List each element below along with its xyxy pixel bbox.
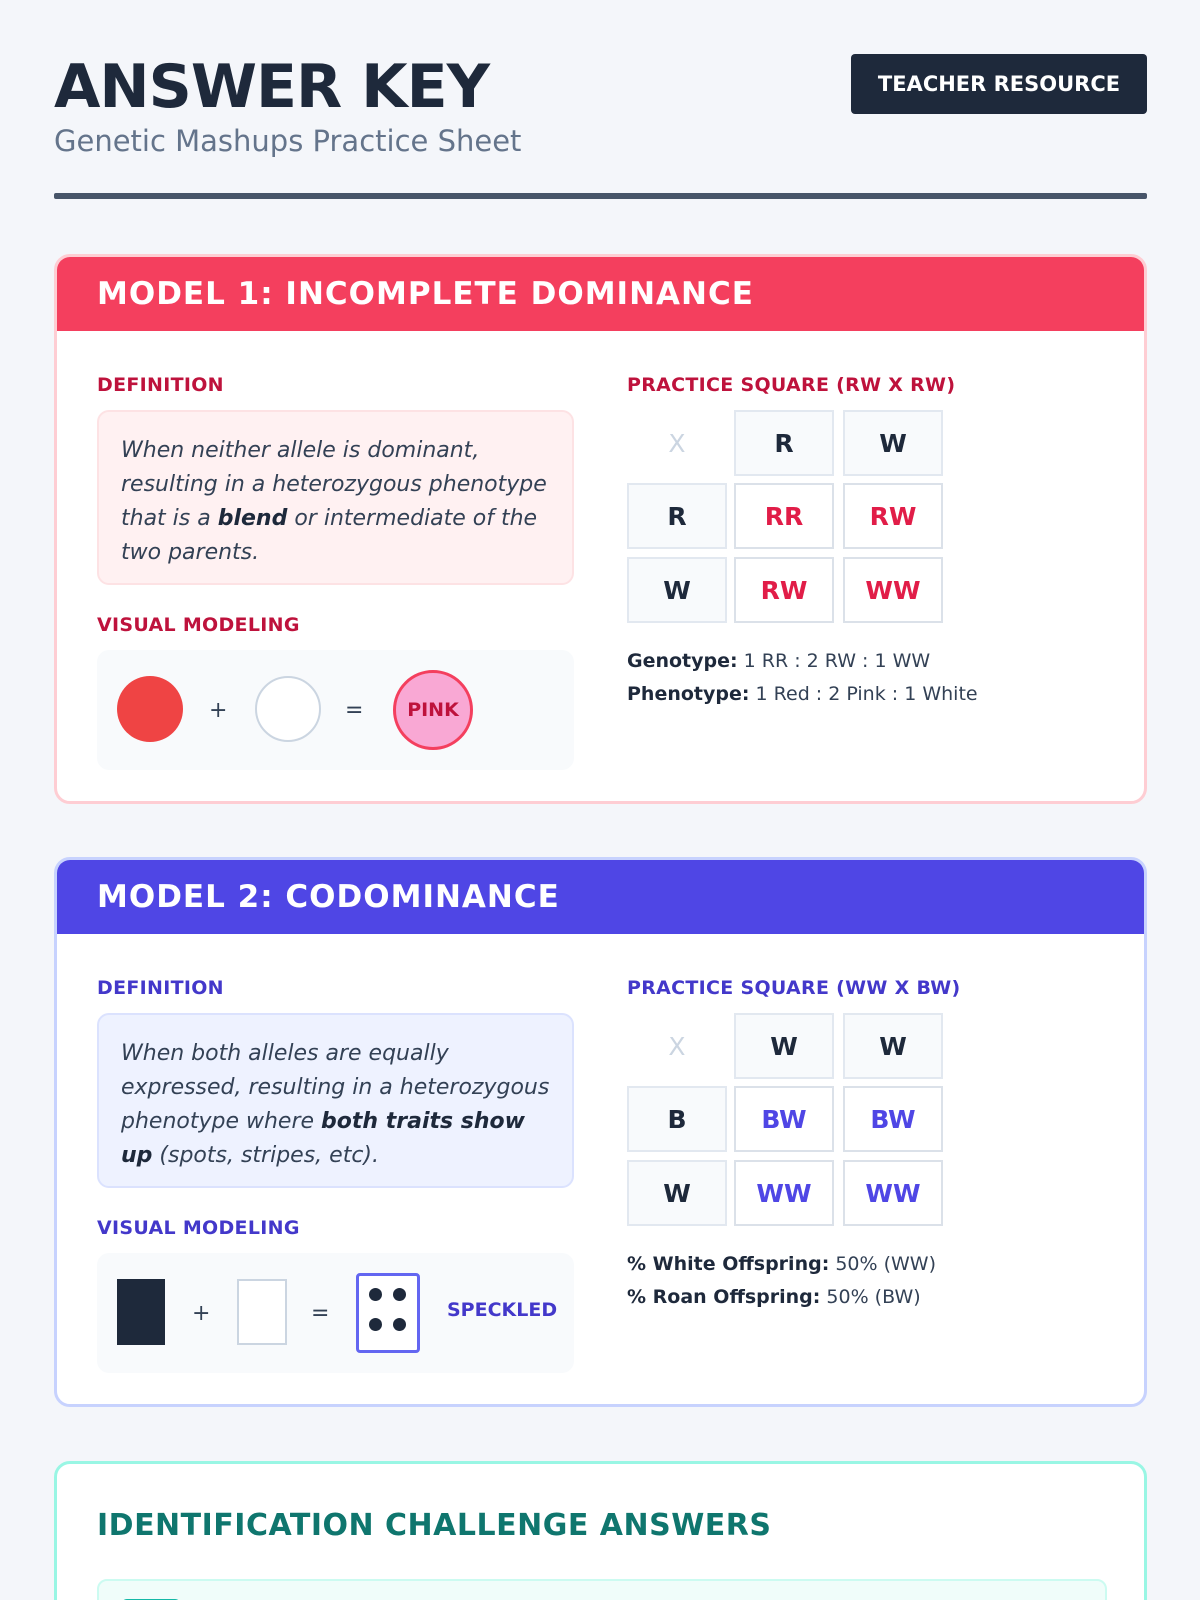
model1-definition-label: DEFINITION [97, 374, 224, 396]
genotype-ratio [627, 645, 1107, 678]
punnett-header-cell: R [627, 483, 727, 549]
white-flower-circle [255, 676, 321, 742]
punnett-header-cell: W [627, 557, 727, 623]
phenotype-value: 1 Red : 2 Pink : 1 White [749, 683, 978, 705]
teacher-resource-badge: TEACHER RESOURCE [851, 54, 1147, 114]
punnett-header-cell: W [734, 1013, 834, 1079]
challenge-title: IDENTIFICATION CHALLENGE ANSWERS [97, 1508, 772, 1543]
genotype-value: 1 RR : 2 RW : 1 WW [737, 650, 931, 672]
punnett-header-cell: W [627, 1160, 727, 1226]
model1-ratios [627, 645, 1107, 711]
pink-flower-circle [393, 670, 473, 750]
equals-sign: = [311, 1301, 330, 1326]
speckle-dot [393, 1318, 406, 1331]
model2-right-column [627, 977, 1107, 1314]
model1-card [54, 254, 1147, 804]
roan-offspring-label: % Roan Offspring: [627, 1286, 821, 1308]
model2-definition-box [97, 1013, 574, 1188]
speckled-square [356, 1273, 420, 1353]
punnett-cell: WW [843, 1160, 943, 1226]
page-subtitle: Genetic Mashups Practice Sheet [54, 124, 522, 158]
punnett-corner: X [668, 428, 686, 458]
punnett-header-cell: B [627, 1086, 727, 1152]
model1-definition-box [97, 410, 574, 585]
model1-definition-text-end: or intermediate of the two parents. [121, 506, 538, 565]
model2-punnett-square [627, 1013, 947, 1226]
model1-square-label: PRACTICE SQUARE (RW X RW) [627, 374, 956, 396]
black-square [117, 1279, 165, 1345]
white-offspring-value: 50% (WW) [829, 1253, 937, 1275]
model2-square-label: PRACTICE SQUARE (WW X BW) [627, 977, 961, 999]
punnett-header-cell: W [843, 1013, 943, 1079]
model2-definition-emphasis: both traits show up [121, 1109, 525, 1168]
model1-left-column [97, 374, 574, 770]
speckle-dot [369, 1318, 382, 1331]
model2-definition-text-end: (spots, stripes, etc). [152, 1143, 379, 1168]
model1-punnett-square [627, 410, 947, 623]
equals-sign: = [345, 698, 364, 723]
phenotype-label: Phenotype: [627, 683, 750, 705]
identification-challenge-card [54, 1461, 1147, 1600]
white-offspring-label: % White Offspring: [627, 1253, 830, 1275]
roan-offspring-value: 50% (BW) [820, 1286, 921, 1308]
header-divider [54, 193, 1147, 199]
model2-visual-box [97, 1253, 574, 1373]
phenotype-ratio [627, 678, 1107, 711]
plus-sign: + [209, 698, 228, 723]
model2-title: MODEL 2: CODOMINANCE [57, 860, 1144, 934]
plus-sign: + [192, 1301, 211, 1326]
pink-result-label: PINK [407, 699, 459, 721]
punnett-header-cell: R [734, 410, 834, 476]
white-square [237, 1279, 287, 1345]
model1-visual-box [97, 650, 574, 770]
model1-visual-label: VISUAL MODELING [97, 614, 300, 636]
genotype-label: Genotype: [627, 650, 738, 672]
model2-definition-text: When both alleles are equally expressed, resulting in a heterozygous phenotype where [121, 1041, 550, 1134]
model1-definition-text: When neither allele is dominant, resulting in a heterozygous phenotype that is a [121, 438, 547, 531]
punnett-corner: X [668, 1031, 686, 1061]
page-title: ANSWER KEY [54, 52, 490, 122]
model2-ratios [627, 1248, 1107, 1314]
punnett-cell: WW [734, 1160, 834, 1226]
punnett-cell: RR [734, 483, 834, 549]
model1-definition-emphasis: blend [217, 506, 288, 531]
punnett-header-cell: W [843, 410, 943, 476]
model2-left-column [97, 977, 574, 1373]
model2-definition-label: DEFINITION [97, 977, 224, 999]
roan-offspring-stat [627, 1281, 1107, 1314]
punnett-cell: RW [734, 557, 834, 623]
red-flower-circle [117, 676, 183, 742]
page-header [54, 0, 1147, 200]
speckled-result-label: SPECKLED [447, 1299, 558, 1321]
speckle-dot [369, 1288, 382, 1301]
answer-key-page [54, 0, 1147, 1543]
white-offspring-stat [627, 1248, 1107, 1281]
challenge-answer-row [97, 1579, 1107, 1600]
model1-title: MODEL 1: INCOMPLETE DOMINANCE [57, 257, 1144, 331]
model1-right-column [627, 374, 1107, 711]
punnett-cell: BW [734, 1086, 834, 1152]
punnett-cell: WW [843, 557, 943, 623]
model2-visual-label: VISUAL MODELING [97, 1217, 300, 1239]
model2-card [54, 857, 1147, 1407]
punnett-cell: RW [843, 483, 943, 549]
punnett-cell: BW [843, 1086, 943, 1152]
speckle-dot [393, 1288, 406, 1301]
